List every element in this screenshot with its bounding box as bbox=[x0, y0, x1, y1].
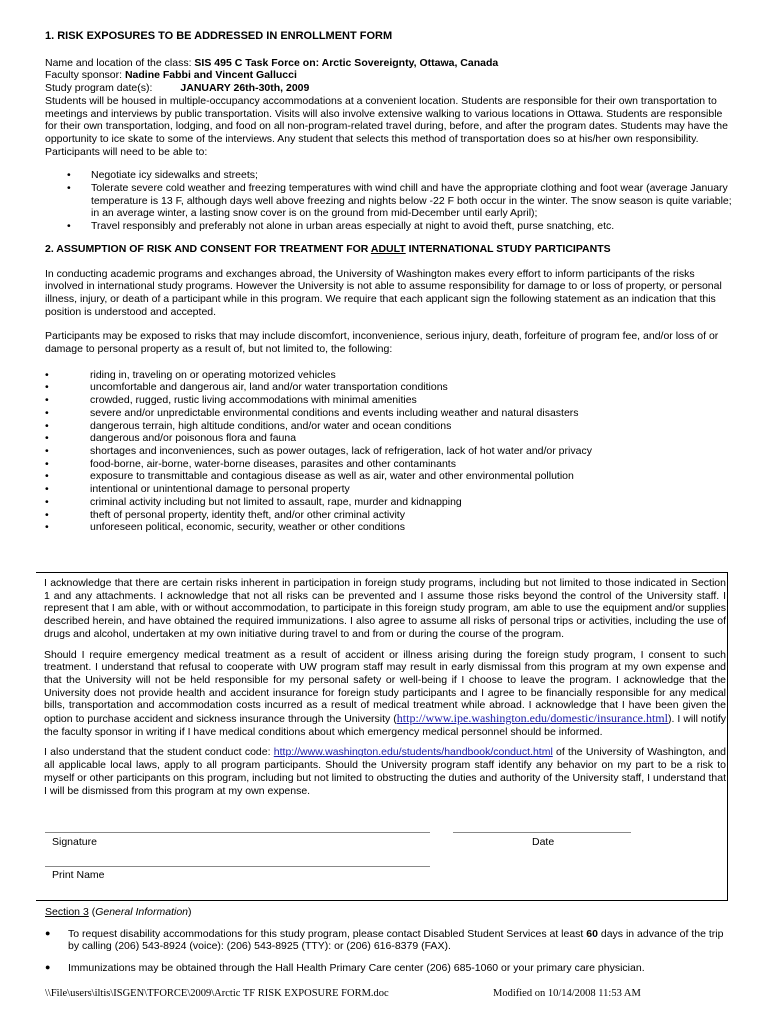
list-item: • crowded, rugged, rustic living accommodations with minimal amenities bbox=[45, 394, 734, 407]
dates-value: JANUARY 26th-30th, 2009 bbox=[180, 82, 310, 95]
list-item: • uncomfortable and dangerous air, land and/or water transportation conditions bbox=[45, 381, 734, 394]
section2-heading-post: INTERNATIONAL STUDY PARTICIPANTS bbox=[405, 242, 611, 255]
class-line bbox=[45, 57, 734, 70]
conduct-code-link[interactable]: http://www.washington.edu/students/handbook/conduct.html bbox=[273, 746, 553, 759]
ack-para1: I acknowledge that there are certain risks inherent in participation in foreign study programs, including but not limited to those indicated in Section 1 and any attachments. I acknowledge that not all risks can be prevented and I assume those risks beyond the control of the University staff. I represent that I am able, with or without accommodation, to participate in this foreign study program, am able to use the equipment and/or supplies described herein, and have obtained the required immunizations. I also agree to assume all risks of personal trips or activities, including the use of drugs and alcohol, undertaken at my own initiative during travel to and from or during the course of the program. bbox=[44, 577, 726, 640]
ack-para3-post: of the University of Washington, and all applicable local laws, apply to all program participants. Should the University program staff identify any behavior on my part to be a risk to myself or other participants on this program, including but not limited to obstructing the duties and authority of the University staff, I understand that I will be dismissed from this program at my own expense. bbox=[44, 746, 726, 797]
acknowledgement-text bbox=[44, 577, 726, 805]
signature-line[interactable] bbox=[45, 832, 430, 833]
item1-pre: To request disability accommodations for this study program, please contact Disabled Student Services at least bbox=[68, 927, 587, 940]
signature-label: Signature bbox=[52, 836, 97, 848]
list-item: • shortages and inconveniences, such as power outages, lack of refrigeration, lack of hot water and/or privacy bbox=[45, 445, 734, 458]
footer-modified: Modified on 10/14/2008 11:53 AM bbox=[493, 988, 641, 999]
print-name-line[interactable] bbox=[45, 866, 430, 867]
print-name-label: Print Name bbox=[52, 869, 105, 881]
sponsor-label: Faculty sponsor: bbox=[45, 69, 125, 82]
sponsor-value: Nadine Fabbi and Vincent Gallucci bbox=[124, 69, 297, 82]
section3-title: Section 3 (General Information) bbox=[45, 906, 192, 918]
section2-para1: In conducting academic programs and exchanges abroad, the University of Washington makes every effort to inform participants of the risks involved in international study programs. However the University is not able to assume responsibility for damage to or loss of property, or personal illness, injury, or death of a participant while in this program. We require that each applicant sign the following statement as an indication that this position is understood and accepted. bbox=[45, 267, 722, 318]
ack-para3 bbox=[44, 746, 726, 797]
section1-bullets bbox=[45, 169, 734, 233]
list-item: • dangerous and/or poisonous flora and fauna bbox=[45, 432, 734, 445]
section3-list bbox=[45, 928, 727, 975]
sponsor-line bbox=[45, 69, 734, 82]
ack-para2-post: ). I will notify the faculty sponsor in writing if I have medical conditions about which emergency medical personnel should be informed. bbox=[44, 713, 726, 738]
class-value: SIS 495 C Task Force on: Arctic Sovereignty, Ottawa, Canada bbox=[194, 56, 499, 69]
item1-post: days in advance of the trip by calling (206) 543-8924 (voice): (206) 543-8925 (TTY): or (206) 616-8379 (FAX). bbox=[68, 927, 724, 953]
list-item: • dangerous terrain, high altitude conditions, and/or water and ocean conditions bbox=[45, 420, 734, 433]
list-item: • severe and/or unpredictable environmental conditions and events including weather and natural disasters bbox=[45, 407, 734, 420]
list-item: • food-borne, air-borne, water-borne diseases, parasites and other contaminants bbox=[45, 458, 734, 471]
date-label: Date bbox=[532, 836, 555, 848]
footer-path: \\File\users\iltis\ISGEN\TFORCE\2009\Arctic TF RISK EXPOSURE FORM.doc bbox=[45, 988, 389, 999]
date-line[interactable] bbox=[453, 832, 631, 833]
section2-heading bbox=[45, 243, 734, 256]
class-label: Name and location of the class: bbox=[45, 56, 195, 69]
section3-title-italic: General Information bbox=[95, 906, 189, 918]
list-item bbox=[45, 928, 727, 953]
list-item: • Tolerate severe cold weather and freezing temperatures with wind chill and have the appropriate clothing and foot wear (average January temperature is 13 F, although days well above freezing and nights below -22 F both occur in the winter. The snow season is quite variable; in an average winter, a lasting snow cover is on the ground from mid-December until early April); bbox=[45, 182, 734, 220]
risk-list bbox=[45, 369, 734, 534]
section2-para2: Participants may be exposed to risks that may include discomfort, inconvenience, serious injury, death, forfeiture of program fee, and/or loss of or damage to personal property as a result of, but not limited to, the following: bbox=[45, 330, 719, 356]
section1-heading: 1. RISK EXPOSURES TO BE ADDRESSED IN ENROLLMENT FORM bbox=[45, 30, 393, 42]
section3-title-text: Section 3 bbox=[45, 906, 89, 918]
section3 bbox=[45, 906, 727, 975]
ack-para3-pre: I also understand that the student conduct code: bbox=[44, 746, 274, 759]
dates-line bbox=[45, 82, 734, 95]
insurance-link[interactable]: http://www.ipe.washington.edu/domestic/insurance.html bbox=[396, 711, 668, 726]
section2-heading-pre: 2. ASSUMPTION OF RISK AND CONSENT FOR TREATMENT FOR bbox=[45, 242, 371, 255]
ack-para2 bbox=[44, 649, 726, 739]
dates-label: Study program date(s): bbox=[45, 82, 153, 95]
section1-body: Students will be housed in multiple-occupancy accommodations at a convenient location. Students are responsible for their own transportation to meetings and interviews by public transportation. Visits will also involve extensive walking to various locations in Ottawa. Students are responsible for their own transportation, lodging, and food on all non-program-related travel during, before, and after the program dates. Students may have the opportunity to ice skate to some of the interviews. Any student that selects this method of transportation does so at his/her own responsibility. Participants will need to be able to: bbox=[45, 94, 728, 158]
ack-para2-pre: Should I require emergency medical treatment as a result of accident or illness arising during the foreign study program, I consent to such treatment. I understand that refusal to cooperate with UW program staff may result in early dismissal from this program at my own expense and that the University will not be held responsible for my personal safety or well-being if I choose to leave the program. I acknowledge that the University does not provide health and accident insurance for foreign study participants and I agree to be financially responsible for any medical bills, transportation and accommodation costs incurred as a result of medical treatment while abroad. I acknowledge that I have been given the option to purchase accident and sickness insurance through the University ( bbox=[44, 648, 726, 726]
section2-heading-adult: ADULT bbox=[370, 242, 406, 255]
list-item: • exposure to transmittable and contagious disease as well as air, water and other environmental pollution bbox=[45, 470, 734, 483]
list-item: • criminal activity including but not limited to assault, rape, murder and kidnapping bbox=[45, 496, 734, 509]
list-item: • theft of personal property, identity theft, and/or other criminal activity bbox=[45, 509, 734, 522]
list-item: • unforeseen political, economic, security, weather or other conditions bbox=[45, 521, 734, 534]
item1-days: 60 bbox=[586, 927, 598, 940]
list-item: • Travel responsibly and preferably not alone in urban areas especially at night to avoid theft, purse snatching, etc. bbox=[45, 220, 734, 233]
list-item: • riding in, traveling on or operating motorized vehicles bbox=[45, 369, 734, 382]
list-item: ● Immunizations may be obtained through the Hall Health Primary Care center (206) 685-1060 or your primary care physician. bbox=[45, 962, 727, 975]
list-item: • intentional or unintentional damage to personal property bbox=[45, 483, 734, 496]
list-item: • Negotiate icy sidewalks and streets; bbox=[45, 169, 734, 182]
